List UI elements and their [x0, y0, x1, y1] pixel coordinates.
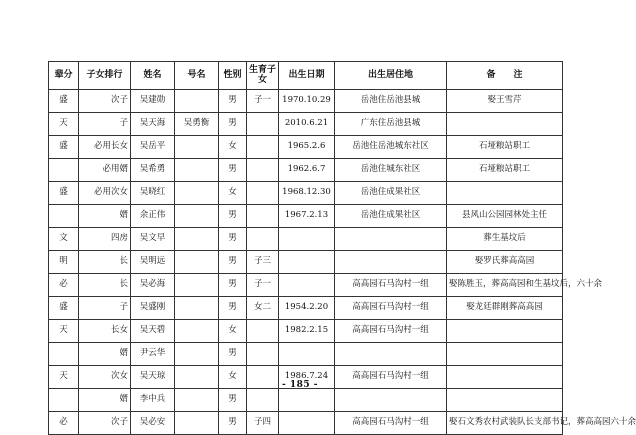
cell-gender: 女 — [219, 182, 247, 205]
cell-gender: 男 — [219, 90, 247, 113]
cell-generation — [49, 159, 79, 182]
cell-gender: 男 — [219, 113, 247, 136]
cell-gender: 男 — [219, 297, 247, 320]
cell-gender: 女 — [219, 320, 247, 343]
cell-alias — [175, 205, 219, 228]
cell-notes: 娶石文秀农村武装队长支部书记，葬高高园六十余 — [447, 412, 563, 435]
cell-generation: 必 — [49, 274, 79, 297]
cell-rank: 次子 — [79, 412, 131, 435]
cell-children — [247, 136, 279, 159]
cell-alias: 吴勇衡 — [175, 113, 219, 136]
cell-name: 吴明远 — [131, 251, 175, 274]
cell-children: 女二 — [247, 297, 279, 320]
cell-gender: 男 — [219, 251, 247, 274]
cell-name: 李中兵 — [131, 389, 175, 412]
cell-rank: 婿 — [79, 343, 131, 366]
cell-notes: 葬生基坟后 — [447, 228, 563, 251]
cell-alias — [175, 228, 219, 251]
cell-name: 尹云华 — [131, 343, 175, 366]
cell-rank: 子 — [79, 113, 131, 136]
cell-residence — [335, 343, 447, 366]
table-row — [49, 113, 563, 136]
cell-notes — [447, 343, 563, 366]
cell-rank: 必用次女 — [79, 182, 131, 205]
table-row — [49, 251, 563, 274]
cell-notes: 娶龙廷群刚葬高高园 — [447, 297, 563, 320]
cell-alias — [175, 159, 219, 182]
header-notes: 备 注 — [447, 62, 563, 90]
cell-rank: 长 — [79, 274, 131, 297]
cell-generation: 盛 — [49, 90, 79, 113]
cell-alias — [175, 320, 219, 343]
cell-gender: 男 — [219, 159, 247, 182]
cell-gender: 男 — [219, 274, 247, 297]
cell-generation: 明 — [49, 251, 79, 274]
cell-generation: 天 — [49, 320, 79, 343]
cell-gender: 男 — [219, 228, 247, 251]
cell-children — [247, 159, 279, 182]
cell-generation — [49, 205, 79, 228]
cell-residence: 岳池住岳池县城 — [335, 90, 447, 113]
cell-alias — [175, 136, 219, 159]
table-row — [49, 320, 563, 343]
cell-rank: 婿 — [79, 389, 131, 412]
cell-children — [247, 228, 279, 251]
table-row — [49, 274, 563, 297]
table-row — [49, 343, 563, 366]
page-number: - 185 - — [281, 380, 319, 390]
cell-residence: 高高园石马沟村一组 — [335, 297, 447, 320]
cell-birth-date: 1954.2.20 — [279, 297, 335, 320]
header-birth-date: 出生日期 — [279, 62, 335, 90]
table-row — [49, 159, 563, 182]
header-rank: 子女排行 — [79, 62, 131, 90]
cell-birth-date — [279, 251, 335, 274]
cell-alias — [175, 251, 219, 274]
cell-children: 子一 — [247, 90, 279, 113]
cell-generation — [49, 343, 79, 366]
table-row — [49, 136, 563, 159]
cell-gender: 女 — [219, 136, 247, 159]
cell-name: 吴必安 — [131, 412, 175, 435]
cell-notes: 娶陈胜玉，葬高高园和生基坟后，六十余 — [447, 274, 563, 297]
genealogy-table — [48, 61, 636, 435]
cell-gender: 女 — [219, 366, 247, 389]
table-row — [49, 182, 563, 205]
cell-generation: 盛 — [49, 297, 79, 320]
cell-residence: 高高园石马沟村一组 — [335, 366, 447, 389]
cell-alias — [175, 297, 219, 320]
header-children: 生育子女 — [247, 62, 279, 90]
cell-residence: 高高园石马沟村一组 — [335, 274, 447, 297]
cell-children: 子四 — [247, 412, 279, 435]
cell-residence: 高高园石马沟村一组 — [335, 412, 447, 435]
cell-alias — [175, 182, 219, 205]
cell-gender: 男 — [219, 205, 247, 228]
cell-rank: 子 — [79, 297, 131, 320]
cell-name: 吴天海 — [131, 113, 175, 136]
cell-children: 子一 — [247, 274, 279, 297]
cell-generation: 必 — [49, 412, 79, 435]
cell-alias — [175, 412, 219, 435]
cell-name: 吴建勋 — [131, 90, 175, 113]
table-row — [49, 228, 563, 251]
cell-notes: 石垭粮站职工 — [447, 159, 563, 182]
cell-notes: 石垭粮站职工 — [447, 136, 563, 159]
header-alias: 号名 — [175, 62, 219, 90]
cell-name: 吴文早 — [131, 228, 175, 251]
cell-alias — [175, 343, 219, 366]
cell-name: 吴盛刚 — [131, 297, 175, 320]
cell-generation: 文 — [49, 228, 79, 251]
cell-name: 吴必海 — [131, 274, 175, 297]
cell-rank: 次子 — [79, 90, 131, 113]
cell-birth-date: 2010.6.21 — [279, 113, 335, 136]
cell-children — [247, 343, 279, 366]
cell-rank: 四房 — [79, 228, 131, 251]
cell-rank: 婿 — [79, 205, 131, 228]
cell-name: 吴希勇 — [131, 159, 175, 182]
cell-notes: 娶王雪芹 — [447, 90, 563, 113]
table-row — [49, 297, 563, 320]
cell-residence: 岳池住岳池城东社区 — [335, 136, 447, 159]
cell-residence: 岳池住成果社区 — [335, 205, 447, 228]
cell-birth-date — [279, 343, 335, 366]
cell-residence — [335, 228, 447, 251]
cell-generation: 盛 — [49, 182, 79, 205]
table-row — [49, 90, 563, 113]
cell-birth-date: 1967.2.13 — [279, 205, 335, 228]
cell-name: 吴岳平 — [131, 136, 175, 159]
cell-name: 吴天碧 — [131, 320, 175, 343]
cell-children: 子三 — [247, 251, 279, 274]
table-row — [49, 412, 563, 435]
cell-birth-date — [279, 274, 335, 297]
cell-alias — [175, 389, 219, 412]
cell-notes — [447, 113, 563, 136]
cell-generation: 天 — [49, 113, 79, 136]
cell-notes: 娶罗氏葬高高园 — [447, 251, 563, 274]
table-header-row — [49, 62, 563, 90]
cell-rank: 长女 — [79, 320, 131, 343]
cell-name: 余正伟 — [131, 205, 175, 228]
cell-birth-date — [279, 389, 335, 412]
table-row — [49, 205, 563, 228]
cell-notes — [447, 389, 563, 412]
cell-children — [247, 182, 279, 205]
cell-birth-date: 1982.2.15 — [279, 320, 335, 343]
cell-rank: 必用长女 — [79, 136, 131, 159]
cell-rank: 长 — [79, 251, 131, 274]
header-generation: 辈分 — [49, 62, 79, 90]
cell-generation — [49, 389, 79, 412]
cell-birth-date: 1970.10.29 — [279, 90, 335, 113]
cell-residence: 广东住岳池县城 — [335, 113, 447, 136]
cell-name: 吴晓红 — [131, 182, 175, 205]
cell-residence: 岳池住成果社区 — [335, 182, 447, 205]
cell-alias — [175, 274, 219, 297]
cell-residence: 岳池住城东社区 — [335, 159, 447, 182]
header-gender: 性别 — [219, 62, 247, 90]
cell-birth-date: 1968.12.30 — [279, 182, 335, 205]
cell-birth-date: 1965.2.6 — [279, 136, 335, 159]
header-residence: 出生居住地 — [335, 62, 447, 90]
cell-birth-date — [279, 228, 335, 251]
cell-rank: 必用婿 — [79, 159, 131, 182]
cell-residence — [335, 251, 447, 274]
cell-birth-date: 1962.6.7 — [279, 159, 335, 182]
cell-children — [247, 205, 279, 228]
cell-notes — [447, 320, 563, 343]
cell-children — [247, 320, 279, 343]
cell-alias — [175, 90, 219, 113]
cell-birth-date: 1986.7.24 — [279, 366, 335, 389]
cell-gender: 男 — [219, 412, 247, 435]
cell-residence — [335, 389, 447, 412]
cell-name: 吴天琼 — [131, 366, 175, 389]
cell-notes: 县风山公园园林处主任 — [447, 205, 563, 228]
table-row — [49, 389, 563, 412]
cell-birth-date — [279, 412, 335, 435]
cell-gender: 男 — [219, 389, 247, 412]
header-name: 姓名 — [131, 62, 175, 90]
cell-children — [247, 113, 279, 136]
cell-generation: 盛 — [49, 136, 79, 159]
cell-generation: 天 — [49, 366, 79, 389]
cell-residence: 高高园石马沟村一组 — [335, 320, 447, 343]
cell-rank: 次女 — [79, 366, 131, 389]
cell-gender: 男 — [219, 343, 247, 366]
cell-children — [247, 389, 279, 412]
cell-notes — [447, 182, 563, 205]
